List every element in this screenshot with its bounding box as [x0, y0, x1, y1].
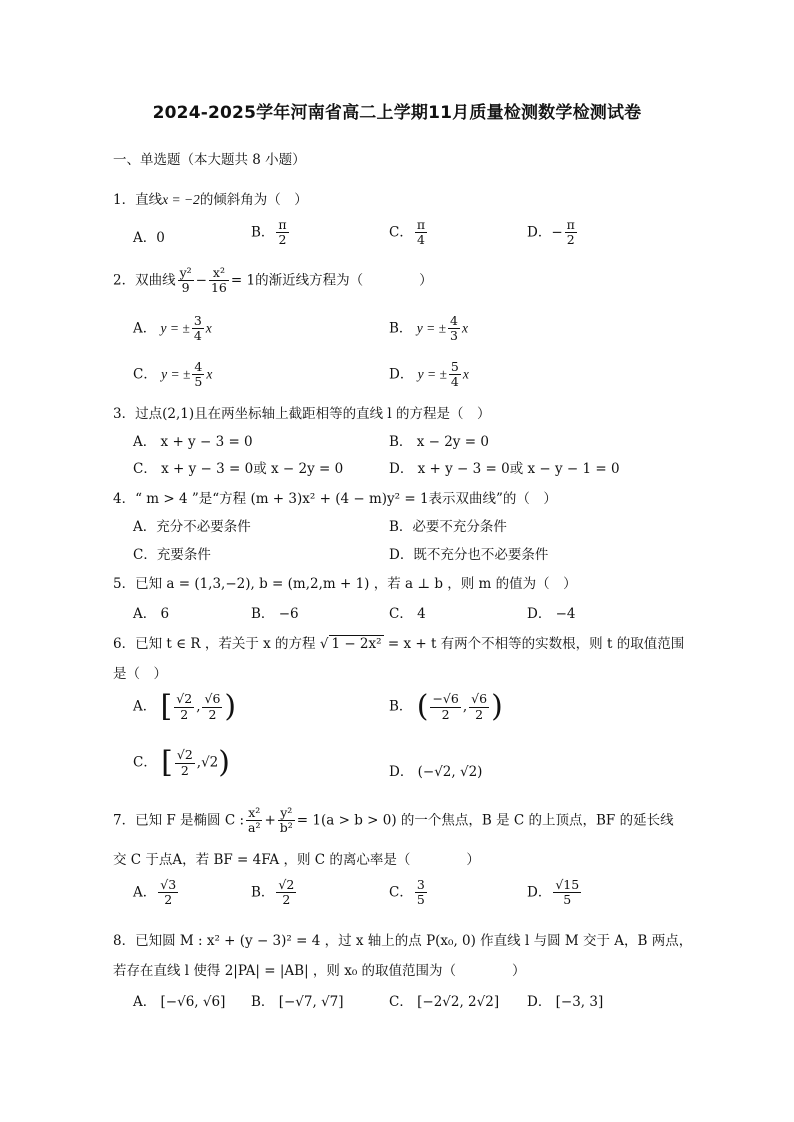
q5-option-a: A． 6 [133, 606, 170, 622]
q4-option-d: D．既不充分也不必要条件 [389, 547, 549, 563]
question-6-stem-cont: 是（ ） [113, 666, 167, 682]
q3-option-a: A． x + y − 3 = 0 [133, 434, 253, 450]
q2-option-d: D． y = ± $\frac{5}{4}$ x [389, 359, 469, 390]
question-1-stem [113, 188, 308, 208]
q3-option-c: C． x + y − 3 = 0或 x − 2y = 0 [133, 461, 344, 477]
q8-option-c: C． [−2√2, 2√2] [389, 994, 500, 1010]
q7-option-d: D． $\frac{√15}{5}$ [527, 877, 580, 908]
question-7-stem-cont: 交 C 于点A，若 BF = 4FA ，则 C 的离心率是（ ） [113, 852, 480, 868]
question-8-stem-cont: 若存在直线 l 使得 2|PA| = |AB| ，则 x₀ 的取值范围为（ ） [113, 963, 526, 979]
question-2-stem: 2．双曲线 $\frac{\text{y²}}{9}$ − $\frac{\text{x²}}{16}$ = 1的渐近线方程为（ ） [113, 265, 433, 296]
question-7-stem: 7．已知 F 是椭圆 C : $\frac{\text{x²}}{\text{a²}}$ + $\frac{\text{y²}}{\text{b²}}$ = 1(a > b > 0) 的一个焦点，B 是 C 的上顶点，BF 的延长线 [113, 805, 674, 836]
q1-expr: x = −2 [162, 192, 200, 207]
q6-option-c: C． [ $\frac{√2}{2}$ ,√2) [133, 745, 230, 780]
q1-stem-text: 1．直线 [113, 192, 163, 208]
section-heading: 一、单选题（本大题共 8 小题） [113, 152, 306, 168]
page-title: 2024-2025学年河南省高二上学期11月质量检测数学检测试卷 [152, 103, 642, 123]
q7-option-c: C． $\frac{3}{5}$ [389, 877, 425, 908]
q5-option-d: D． −4 [527, 606, 576, 622]
q2-option-b: B． y = ± $\frac{4}{3}$ x [389, 313, 468, 344]
q2-option-a: A． y = ± $\frac{3}{4}$ x [133, 313, 212, 344]
question-8-stem: 8．已知圆 M : x² + (y − 3)² = 4 ，过 x 轴上的点 P(x₀, 0) 作直线 l 与圆 M 交于 A，B 两点， [113, 933, 693, 949]
q1-option-c: C． $\frac{\pi}{4}$ [389, 217, 426, 248]
question-6-stem: 6．已知 t ∈ R ，若关于 x 的方程 √ 1 − 2x² = x + t 有两个不相等的实数根，则 t 的取值范围 [113, 632, 684, 652]
q6-option-b: B． ( $\frac{-√6}{2}$ , $\frac{√6}{2}$ ) [389, 689, 503, 724]
q1-option-b: B． $\frac{\pi}{2}$ [251, 217, 287, 248]
q5-option-b: B． −6 [251, 606, 299, 622]
q1-option-d: D．− $\frac{\pi}{2}$ [527, 217, 575, 248]
q3-option-d: D． x + y − 3 = 0或 x − y − 1 = 0 [389, 461, 620, 477]
q6-option-d: D． (−√2, √2) [389, 764, 483, 780]
q8-option-a: A． [−√6, √6] [133, 994, 226, 1010]
q4-option-b: B．必要不充分条件 [389, 519, 507, 535]
question-3-stem: 3．过点(2,1)且在两坐标轴上截距相等的直线 l 的方程是（ ） [113, 406, 491, 422]
q6-option-a: A． [ $\frac{√2}{2}$ , $\frac{√6}{2}$ ) [133, 689, 237, 724]
q1-stem-end: 的倾斜角为（ ） [199, 192, 308, 208]
q7-option-a: A． $\frac{√3}{2}$ [133, 877, 177, 908]
q3-option-b: B． x − 2y = 0 [389, 434, 489, 450]
q7-option-b: B． $\frac{√2}{2}$ [251, 877, 295, 908]
q8-option-d: D． [−3, 3] [527, 994, 604, 1010]
q1-option-a: A．0 [133, 230, 165, 246]
q5-option-c: C． 4 [389, 606, 426, 622]
q4-option-c: C．充要条件 [133, 547, 211, 563]
q2-option-c: C． y = ± $\frac{4}{5}$ x [133, 359, 213, 390]
q8-option-b: B． [−√7, √7] [251, 994, 344, 1010]
question-5-stem: 5．已知 a = (1,3,−2), b = (m,2,m + 1) ，若 a ⊥ b ，则 m 的值为（ ） [113, 576, 577, 592]
question-4-stem: 4．“ m > 4 ”是“方程 (m + 3)x² + (4 − m)y² = 1表示双曲线”的（ ） [113, 491, 557, 507]
q4-option-a: A．充分不必要条件 [133, 519, 251, 535]
